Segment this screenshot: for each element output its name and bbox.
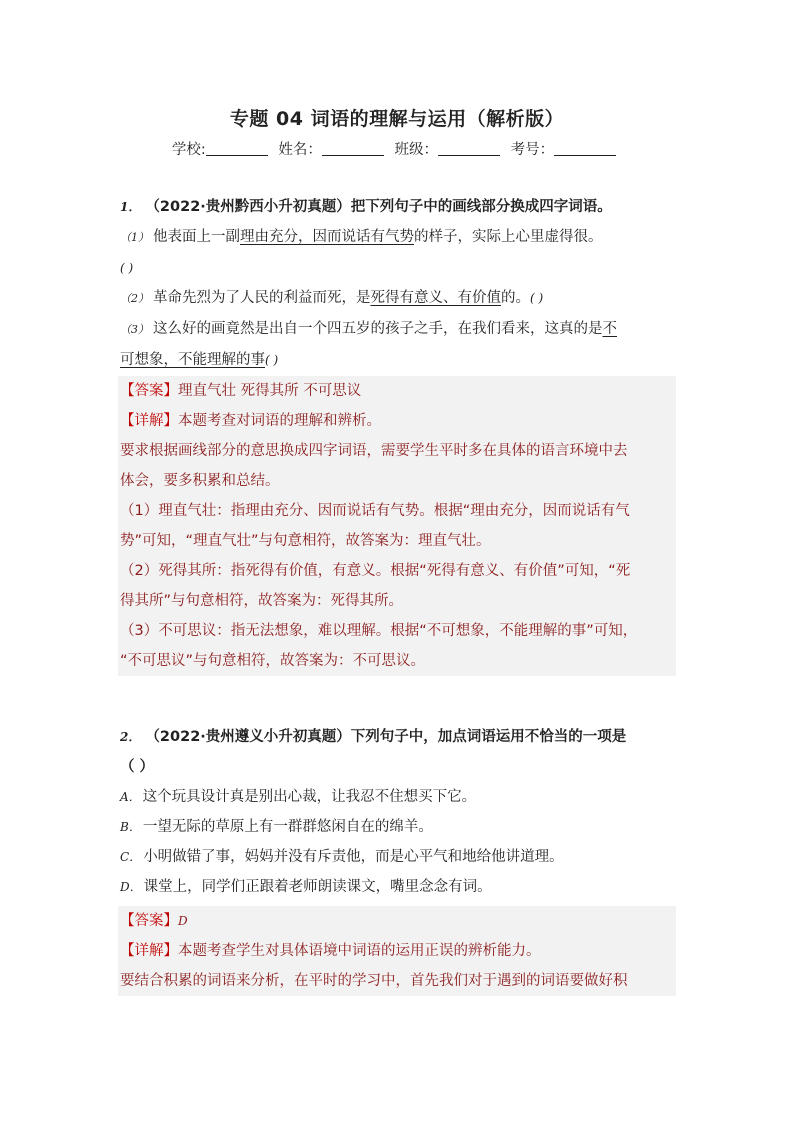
sentence-number: （3） (120, 323, 149, 336)
option-letter: B． (120, 820, 141, 834)
question-number: 1． (120, 200, 141, 214)
class-blank[interactable] (438, 141, 500, 156)
option-b[interactable] (120, 812, 676, 842)
sentence-3 (120, 314, 676, 345)
option-c[interactable] (120, 842, 676, 872)
sentence-number: （2） (120, 292, 149, 305)
school-label: 学校: (171, 142, 206, 158)
answer-text: D (178, 914, 188, 928)
sentence-text: 的样子，实际上心里虚得很。 (414, 229, 603, 245)
question-1-answer-block (118, 376, 676, 676)
question-source: （2022·贵州黔西小升初真题） (145, 199, 351, 215)
detail-line (118, 406, 676, 436)
explanation-line: 得其所”与句意相符，故答案为：死得其所。 (120, 593, 404, 609)
answer-blank[interactable]: （ ） (120, 759, 155, 775)
question-1 (120, 192, 676, 375)
sentence-text: 这么好的画竟然是出自一个四五岁的孩子之手，在我们看来，这真的是 (153, 321, 603, 337)
number-blank[interactable] (554, 141, 616, 156)
sentence-3-cont (120, 345, 676, 375)
school-blank[interactable] (206, 141, 268, 156)
question-2-stem (120, 722, 676, 752)
sentence-number: （1） (120, 231, 149, 244)
explanation-line: 体会，要多积累和总结。 (120, 473, 280, 489)
name-blank[interactable] (322, 141, 384, 156)
answer-blank[interactable]: ( ) (120, 261, 134, 275)
question-2 (120, 722, 676, 902)
option-letter: C． (120, 850, 142, 864)
option-letter: D． (120, 880, 142, 894)
sentence-text: 的。 (501, 290, 530, 306)
sentence-text: 革命先烈为了人民的利益而死，是 (153, 290, 371, 306)
sentence-1 (120, 222, 676, 253)
answer-line (118, 906, 676, 936)
sentence-2 (120, 283, 676, 314)
detail-text: 本题考查学生对具体语境中词语的运用正误的辨析能力。 (178, 943, 541, 959)
explanation-line: （2）死得其所：指死得有价值，有意义。根据“死得有意义、有价值”可知，“死 (120, 563, 631, 579)
detail-line (118, 936, 676, 966)
question-1-stem (120, 192, 676, 222)
question-2-answer-block (118, 906, 676, 996)
explanation-line: 要求根据画线部分的意思换成四字词语，需要学生平时多在具体的语言环境中去 (120, 443, 628, 459)
answer-text: 理直气壮 死得其所 不可思议 (178, 383, 362, 399)
sentence-text: 他表面上一副 (153, 229, 240, 245)
page-title: 专题 04 词语的理解与运用（解析版） (229, 108, 565, 130)
option-text: 一望无际的草原上有一群群悠闲自在的绵羊。 (142, 819, 433, 835)
explanation-line: 势”可知，“理直气壮”与句意相符，故答案为：理直气壮。 (120, 533, 491, 549)
number-label: 考号： (510, 142, 555, 158)
question-text: 下列句子中，加点词语运用不恰当的一项是 (350, 729, 627, 745)
option-a[interactable] (120, 782, 676, 812)
option-text: 课堂上，同学们正跟着老师朗读课文，嘴里念念有词。 (143, 879, 492, 895)
explanation-line: “不可思议”与句意相符，故答案为：不可思议。 (120, 653, 426, 669)
explanation-line: 要结合积累的词语来分析，在平时的学习中，首先我们对于遇到的词语要做好积 (120, 973, 628, 989)
option-d[interactable] (120, 872, 676, 902)
question-source: （2022·贵州遵义小升初真题） (145, 729, 351, 745)
answer-blank[interactable]: ( ) (530, 291, 544, 305)
answer-blank[interactable]: ( ) (265, 353, 279, 367)
sentence-1-blank[interactable] (120, 253, 676, 283)
explanation-line: （3）不可思议：指无法想象，难以理解。根据“不可想象，不能理解的事”可知， (120, 623, 638, 639)
student-info-line (0, 138, 794, 159)
detail-tag: 【详解】 (120, 943, 178, 959)
detail-text: 本题考查对词语的理解和辨析。 (178, 413, 381, 429)
question-number: 2． (120, 730, 141, 744)
underlined-text: 理由充分，因而说话有气势 (240, 229, 414, 245)
underlined-text: 不 (602, 321, 617, 337)
answer-tag: 【答案】 (120, 913, 178, 929)
question-text: 把下列句子中的画线部分换成四字词语。 (350, 199, 612, 215)
underlined-text: 死得有意义、有价值 (370, 290, 501, 306)
detail-tag: 【详解】 (120, 413, 178, 429)
option-text: 小明做错了事，妈妈并没有斥责他，而是心平气和地给他讲道理。 (143, 849, 564, 865)
option-text: 这个玩具设计真是别出心裁，让我忍不住想买下它。 (142, 789, 477, 805)
name-label: 姓名： (278, 142, 322, 158)
underlined-text: 可想象，不能理解的事 (120, 352, 265, 368)
explanation-line: （1）理直气壮：指理由充分、因而说话有气势。根据“理由充分，因而说话有气 (120, 503, 630, 519)
answer-tag: 【答案】 (120, 383, 178, 399)
option-letter: A． (120, 790, 141, 804)
class-label: 班级： (394, 142, 438, 158)
question-2-blank[interactable] (120, 752, 676, 782)
answer-line (118, 376, 676, 406)
